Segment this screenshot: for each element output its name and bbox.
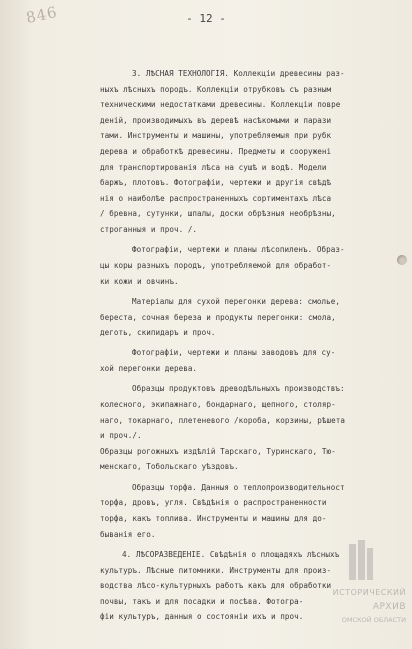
paragraph <box>100 242 406 289</box>
text-line: ныхъ лѣсныхъ породъ. Коллекціи отрубковъ съ разным <box>100 84 332 94</box>
text-line: / бревна, сутунки, шпалы, доски обрѣзныя необрѣзны, <box>100 209 336 219</box>
text-line: торфа, дровъ, угля. Свѣдѣнія о распространенности <box>100 498 327 508</box>
text-line: водства лѣсо-культурныхъ работъ какъ для обработки <box>100 581 332 591</box>
text-line: хой перегонки дерева. <box>100 364 198 374</box>
text-line: 3. ЛѢСНАЯ ТЕХНОЛОГІЯ. Коллекціи древесины раз- <box>132 69 345 78</box>
text-line: для транспортированія лѣса на сушѣ и водѣ. Модели <box>100 162 327 172</box>
paragraph <box>100 345 406 376</box>
text-line: менскаго, Тобольскаго уѣздовъ. <box>100 462 239 472</box>
paragraph <box>100 381 406 443</box>
text-line: фіи культуръ, данныя о состояніи ихъ и проч. <box>100 612 304 622</box>
paragraph <box>100 294 406 341</box>
text-line: Образцы рогожныхъ издѣлій Тарскаго, Туринскаго, Тю- <box>100 446 336 456</box>
text-line: деготь, скипидаръ и проч. <box>100 328 216 338</box>
text-line: Образцы торфа. Данныя о теплопроизводительност <box>132 482 345 492</box>
text-line: Фотографіи, чертежи и планы лѣсопиленъ. Образ- <box>132 245 345 255</box>
text-line: и проч./. <box>100 431 142 441</box>
text-line: деній, производимыхъ въ деревѣ насѣкомыми и парази <box>100 115 332 125</box>
paragraph <box>100 480 406 542</box>
text-line: ки кожи и овчинъ. <box>100 276 179 286</box>
text-line: строганныя и проч. /. <box>100 224 198 234</box>
paragraph <box>100 66 406 238</box>
text-line: цы коры разныхъ породъ, употребляемой для обработ- <box>100 260 332 270</box>
text-line: почвы, такъ и для посадки и посѣва. Фотогра- <box>100 596 304 606</box>
watermark-text: АРХИВ <box>372 602 406 612</box>
text-line: тами. Инструменты и машины, употребляемыя при рубк <box>100 131 332 141</box>
text-line: техническими недостатками древесины. Коллекціи повре <box>100 100 341 110</box>
text-line: 4. ЛѢСОРАЗВЕДЕНІЕ. Свѣдѣнія о площадяхъ лѣсныхъ <box>122 550 340 559</box>
text-line: колесного, экипажнаго, бондарнаго, щепного, столяр- <box>100 400 336 410</box>
text-line: Образцы продуктовъ древодѣльныхъ производствъ: <box>132 384 345 394</box>
page-number: - 12 - <box>186 12 226 25</box>
paragraph <box>100 444 406 475</box>
text-line: дерева и обработкѣ древесины. Предметы и сооружені <box>100 146 332 156</box>
watermark-text: ОМСКОЙ ОБЛАСТИ <box>341 616 406 624</box>
archive-emblem-icon <box>346 540 376 584</box>
text-line: баржъ, плотовъ. Фотографіи, чертежи и другія свѣдѣ <box>100 178 332 188</box>
text-line: торфа, какъ топлива. Инструменты и машины для до- <box>100 514 327 524</box>
text-line: культуръ. Лѣсные питомники. Инструменты для произ- <box>100 565 332 575</box>
text-line: Фотографіи, чертежи и планы заводовъ для су- <box>132 348 336 358</box>
text-line: нія о наиболѣе распространенныхъ сортиментахъ лѣса <box>100 193 332 203</box>
text-line: быванія его. <box>100 529 156 539</box>
text-line: Матеріалы для сухой перегонки дерева: смолье, <box>132 296 340 306</box>
archive-pencil-mark: 846 <box>24 2 60 28</box>
text-line: береста, сочная береза и продукты перегонки: смола, <box>100 312 336 322</box>
archive-watermark <box>318 540 410 644</box>
watermark-text: ИСТОРИЧЕСКИЙ <box>332 588 406 597</box>
text-line: наго, токарнаго, плетеневого /короба, корзины, рѣшета <box>100 415 345 425</box>
punch-hole <box>397 255 407 265</box>
